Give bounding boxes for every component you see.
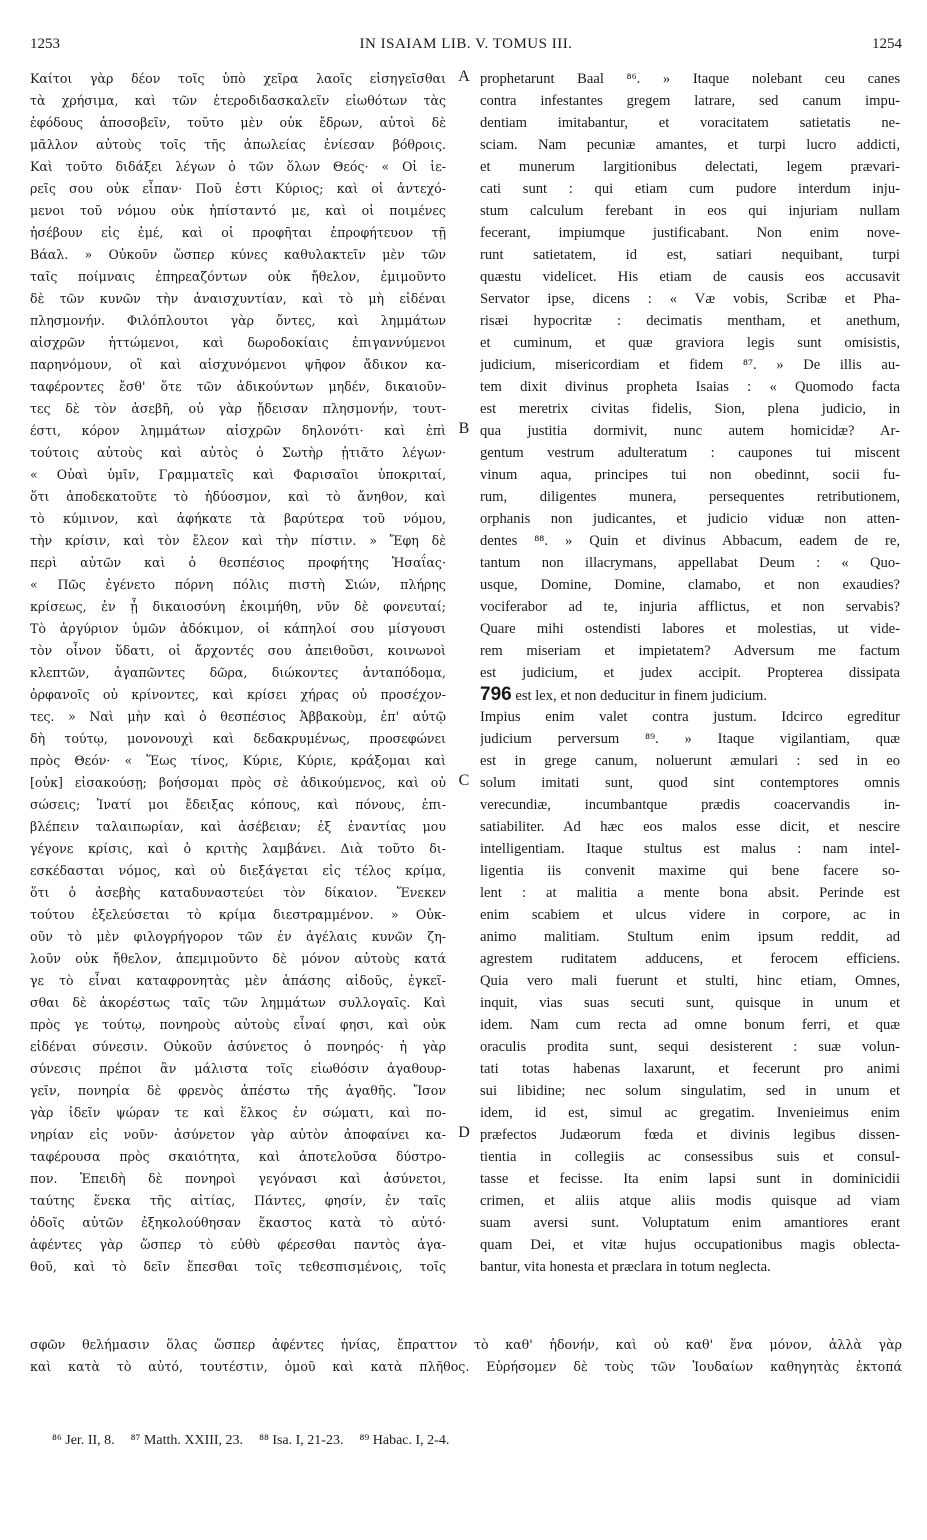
greek-line: Καὶ τοῦτο διδάξει λέγων ὁ τῶν ὅλων Θεός· « Οἱ ἱε-: [30, 159, 446, 174]
greek-line: πλησμονήν. Φιλόπλουτοι γὰρ ὄντες, καὶ λημμάτων: [30, 313, 446, 328]
latin-line: tasse et fecisse. Ita enim lapsi sunt in dominicidii: [480, 1171, 900, 1187]
greek-line: εσκέδασται νόμος, καὶ οὐ διεξάγεται εἰς τέλος κρίμα,: [30, 863, 446, 878]
latin-line: tientia in collegiis ac consessibus suis et consul-: [480, 1149, 900, 1165]
greek-line: τὴν κρίσιν, καὶ τὸν ἔλεον καὶ τὴν πίστιν. » Ἔφη δὲ: [30, 533, 446, 548]
latin-line: quæstu videlicet. His etiam de causis eos accusavit: [480, 269, 900, 285]
greek-line: ρεῖς σου οὐκ εἶπαν· Ποῦ ἐστι Κύριος; καὶ οἱ ἀντεχό-: [30, 181, 446, 196]
latin-line: vociferabor ad te, injuria afflictus, et non servabis?: [480, 599, 900, 615]
latin-line: quam Dei, et vitæ hujus occupationibus magis oblecta-: [480, 1237, 900, 1253]
latin-line: agrestem ruditatem adducens, et ferocem efficiens.: [480, 951, 900, 967]
section-marker-c: C: [458, 772, 470, 789]
latin-column: [480, 68, 900, 1278]
latin-line: intelligentiam. Itaque stultus est malus : nam intel-: [480, 841, 900, 857]
greek-line: μᾶλλον αὐτοὺς τοῖς τῆς ἀπωλείας ἐνίεσαν βόθροις.: [30, 137, 446, 152]
greek-line: σώσεις; Ἱνατί μοι ἔδειξας κόπους, καὶ πόνους, ἐπι-: [30, 797, 446, 812]
latin-line: solum imitati sunt, quod sint contemptores omnis: [480, 775, 900, 791]
greek-line: σθαι δὲ ἀκορέστως ταῖς τῶν λημμάτων συλλογαῖς. Καὶ: [30, 995, 446, 1010]
greek-line: Καίτοι γὰρ δέον τοῖς ὑπὸ χεῖρα λαοῖς εἰσηγεῖσθαι: [30, 71, 446, 86]
column-number: 796: [480, 684, 512, 705]
greek-line: γέγονε κρίσις, καὶ ὁ κριτὴς λαμβάνει. Διὰ τοῦτο δι-: [30, 841, 446, 856]
greek-line: ταφέρουσα πρὸς σκαιότητα, καὶ ἀποτελοῦσα δύστρο-: [30, 1149, 446, 1164]
greek-line: ταύτης ἕνεκα τῆς αἰτίας, Πάντες, φησίν, ἐν ταῖς: [30, 1193, 446, 1208]
greek-line: πρὸς γε τούτῳ, πονηροὺς αὐτοὺς εἶναί φησι, καὶ οὐκ: [30, 1017, 446, 1032]
latin-line: fecerant, impiumque justificabant. Non enim nove-: [480, 225, 900, 241]
latin-line: tati totas habenas laxarunt, et fecerunt pro animi: [480, 1061, 900, 1077]
section-marker-b: B: [458, 420, 470, 437]
greek-line: παρηνόμουν, οἳ καὶ αἰσχυνόμενοι ψῆφον ἄδικον κα-: [30, 357, 446, 372]
running-title: IN ISAIAM LIB. V. TOMUS III.: [359, 36, 573, 52]
greek-line: δὴ τούτῳ, μονονουχὶ καὶ δεδακρυμένως, προσεφώνει: [30, 731, 446, 746]
latin-line: qua justitia dormivit, nunc autem homicidæ? Ar-: [480, 423, 900, 439]
latin-line: gentum vestrum adulteratum : caupones tui miscent: [480, 445, 900, 461]
greek-line: γε τὸ εἶναι καταφρονητὰς μὲν ἁπάσης αἰδοῦς, ἐγκεῖ-: [30, 973, 446, 988]
greek-line: οῦν τὸ μὲν φιλογρήγορον τῶν ἐν ἀγέλαις κυνῶν ζη-: [30, 929, 446, 944]
latin-line: dentes ⁸⁸. » Quin et divinus Abbacum, eadem de re,: [480, 533, 900, 549]
latin-line: dentiam imitabantur, et voracitatem satietatis ne-: [480, 115, 900, 131]
latin-line: animo malitiam. Stultum enim ipsum reddit, ad: [480, 929, 900, 945]
greek-line: γὰρ ἰδεῖν ψώραν τε καὶ ἕλκος ἐν σώματι, καὶ πο-: [30, 1105, 446, 1120]
greek-line: περὶ αὐτῶν καὶ ὁ θεσπέσιος προφήτης Ἡσαΐας·: [30, 555, 446, 570]
greek-line: τούτου ἐξελεύσεται τὸ κρίμα διεστραμμένον. » Οὐκ-: [30, 907, 446, 922]
greek-line: σύνεσις πρέποι ἂν μάλιστα τοῖς εἰωθόσιν ἀγαθουρ-: [30, 1061, 446, 1076]
latin-line: usque, Domine, Domine, clamabo, et non exaudies?: [480, 577, 900, 593]
greek-line: [οὐκ] εἰσακούσῃ; βοήσομαι πρὸς σὲ ἀδικούμενος, καὶ οὐ: [30, 775, 446, 790]
latin-line: sciam. Nam pecuniæ amantes, et turpi lucro addicti,: [480, 137, 900, 153]
latin-line: [480, 684, 900, 706]
latin-line: ligentia iis convenit maxime qui bene facere so-: [480, 863, 900, 879]
greek-line: « Πῶς ἐγένετο πόρνη πόλις πιστὴ Σιών, πλήρης: [30, 577, 446, 592]
latin-line: runt satietatem, id est, satiari nequibant, turpi: [480, 247, 900, 263]
latin-line: oraculis prodita sunt, sequi desisterent : suæ volun-: [480, 1039, 900, 1055]
latin-line: vinum aqua, principes tui non obedinnt, socii fu-: [480, 467, 900, 483]
greek-line: Βάαλ. » Οὐκοῦν ὥσπερ κύνες καθυλακτεῖν μὲν τῶν: [30, 247, 446, 262]
greek-line: ὁδοῖς αὐτῶν ἐξηκολούθησαν ἕκαστος κατὰ τὸ αὐτό·: [30, 1215, 446, 1230]
latin-line: Servator ipse, dicens : « Væ vobis, Scribæ et Pha-: [480, 291, 900, 307]
latin-line: cati sunt : qui etiam cum pudore interdum inju-: [480, 181, 900, 197]
latin-line: enim scabiem et ulcus videre in corpore, ac in: [480, 907, 900, 923]
latin-line: bantur, vita honesta et præclara in totum neglecta.: [480, 1259, 771, 1275]
latin-line: crimen, et aliis atque aliis modis quisque ad viam: [480, 1193, 900, 1209]
latin-line: rum, diligentes munera, persequentes retributionem,: [480, 489, 900, 505]
greek-line: τες δὲ τὸν ἀσεβῆ, οὐ γὰρ ᾔδεισαν πλησμονήν, τουτ-: [30, 401, 446, 416]
greek-line: λοῦν οὐκ ἤθελον, ἀπεμιμοῦντο δὲ μόνον αὐτοὺς κατά: [30, 951, 446, 966]
full-width-text: [30, 1334, 902, 1378]
page-number-right: 1254: [872, 36, 902, 52]
latin-line: stum calculum ferebant in eos qui injuriam nullam: [480, 203, 900, 219]
greek-line: τὰ χρήσιμα, καὶ τῶν ἑτεροδιδασκαλεῖν εἰωθότων τὰς: [30, 93, 446, 108]
greek-line: ταῖς ποίμναις ἐπηρεαζόντων οὐκ ἤθελον, ἐμιμοῦντο: [30, 269, 446, 284]
latin-line: satiabiliter. Ad hæc eos malos esse dicit, et nescire: [480, 819, 900, 835]
greek-line: ταφέροντες ἔσθ' ὅτε τῶν ἀδικούντων μηδέν, δικαιοῦν-: [30, 379, 446, 394]
running-head: [30, 36, 902, 56]
greek-line: πρὸς Θεόν· « Ἕως τίνος, Κύριε, Κύριε, κράξομαι καὶ: [30, 753, 446, 768]
greek-line: ὅτι ὁ ἀσεβὴς καταδυναστεύει τὸν δίκαιον. Ἕνεκεν: [30, 885, 446, 900]
latin-line: Impius enim valet contra justum. Idcirco egreditur: [480, 709, 900, 725]
greek-line: τες. » Ναὶ μὴν καὶ ὁ θεσπέσιος Ἀββακοὺμ, ἐπ' αὐτῷ: [30, 709, 446, 724]
greek-line: ὅτι ἀποδεκατοῦτε τὸ ἡδύοσμον, καὶ τὸ ἄνηθον, καὶ: [30, 489, 446, 504]
greek-line: ἠσέβουν εἰς ἐμέ, καὶ οἱ προφῆται ἐπροφήτευον τῇ: [30, 225, 446, 240]
greek-line: θοῦ, καὶ τὸ δεῖν ἕπεσθαι τοῖς τεθεσπισμένοις, τοῖς: [30, 1259, 446, 1274]
latin-line: orphanis non judicantes, et judicio viduæ non atten-: [480, 511, 900, 527]
latin-line: lent : at malitia a mente bona absit. Perinde est: [480, 885, 900, 901]
greek-line: ἐφόδους ἀποσοβεῖν, τοῦτο μὲν οὐκ ἔδρων, αὐτοὶ δὲ: [30, 115, 446, 130]
greek-line: βλέπειν ταλαιπωρίαν, καὶ ἀσέβειαν; ἐξ ἐναντίας μου: [30, 819, 446, 834]
latin-line: tem dixit divinus propheta Isaias : « Quomodo facta: [480, 379, 900, 395]
latin-line: judicium perversum ⁸⁹. » Itaque vigilantiam, quæ: [480, 731, 900, 747]
section-marker-d: D: [458, 1124, 470, 1141]
greek-line: πον. Ἐπειδὴ δὲ πονηροὶ γεγόνασι καὶ ἀσύνετοι,: [30, 1171, 446, 1186]
greek-line: μενοι τοῦ νόμου οὐκ ἠπίσταντό με, καὶ οἱ ποιμένες: [30, 203, 446, 218]
page-number-left: 1253: [30, 36, 60, 52]
latin-line: præfectos Judæorum fœda et divinis legibus dissen-: [480, 1127, 900, 1143]
section-marker-a: A: [458, 68, 470, 85]
greek-line: ἀφέντες γὰρ ὥσπερ τὸ εὐθὺ φέρεσθαι παντὸς ἀγα-: [30, 1237, 446, 1252]
footnote: ⁸⁹ Habac. I, 2-4.: [359, 1433, 450, 1448]
greek-line: τὸ κύμινον, καὶ ἀφήκατε τὰ βαρύτερα τοῦ νόμου,: [30, 511, 446, 526]
greek-line: ὀρφανοῖς οὐ κρίνοντες, καὶ κρίσει χήρας οὐ προσέχον-: [30, 687, 446, 702]
latin-line: est meretrix civitas fidelis, Sion, plena judicio, in: [480, 401, 900, 417]
greek-line: νηρίαν εἰς νοῦν· ἀσύνετον γὰρ αὐτὸν ἀποφαίνει κα-: [30, 1127, 446, 1142]
greek-line: εἰδέναι σύνεσιν. Οὐκοῦν ἀσύνετος ὁ πονηρός· ἡ γὰρ: [30, 1039, 446, 1054]
latin-line-text: est lex, et non deducitur in finem judicium.: [515, 688, 768, 704]
latin-line: idem, id est, simul ac gregatim. Invenieimus enim: [480, 1105, 900, 1121]
greek-line: έστι, κόρον λημμάτων αἰσχρῶν δηλονότι· καὶ ἐπὶ: [30, 423, 446, 438]
greek-line: κρίσεως, ἐν ᾗ δικαιοσύνη ἐκοιμήθη, νῦν δὲ φονευταί;: [30, 599, 446, 614]
full-width-line: καὶ κατὰ τὸ αὐτό, τουτέστιν, ὁμοῦ καὶ κατὰ πλῆθος. Εὑρήσομεν δὲ τοὺς τῶν Ἰουδαίων καθηγητὰς ἐκτοπά: [30, 1359, 902, 1374]
latin-line: Quia vero mali fuerunt et stulti, hinc etiam, Omnes,: [480, 973, 900, 989]
latin-line: tantum non illacrymans, appellabat Deum : « Quo-: [480, 555, 900, 571]
greek-line: Τὸ ἀργύριον ὑμῶν ἀδόκιμον, οἱ κάπηλοί σου μίσγουσι: [30, 621, 446, 636]
latin-line: risæi hypocritæ : decimatis mentham, et anethum,: [480, 313, 900, 329]
latin-line: rem miseriam et impietatem? Adversum me factum: [480, 643, 900, 659]
footnote: ⁸⁷ Matth. XXIII, 23.: [130, 1433, 244, 1448]
greek-line: κλεπτῶν, ἀγαπῶντες δῶρα, διώκοντες ἀνταπόδομα,: [30, 665, 446, 680]
latin-line: contra infestantes gregem latrare, sed canum impu-: [480, 93, 900, 109]
greek-column: [30, 68, 446, 1278]
latin-line: judicium, misericordiam et fidem ⁸⁷. » De illis au-: [480, 357, 900, 373]
greek-line: δὲ τῶν κυνῶν τὴν ἀναισχυντίαν, καὶ τὸ μὴ εἰδέναι: [30, 291, 446, 306]
footnote: ⁸⁶ Jer. II, 8.: [52, 1433, 115, 1448]
latin-line: est in grege canum, noluerunt æmulari : sed in eo: [480, 753, 900, 769]
latin-line: verecundiæ, incumbantque prædis coacervandis in-: [480, 797, 900, 813]
latin-line: et munerum largitionibus delectati, legem prævari-: [480, 159, 900, 175]
latin-line: et cuminum, et quæ graviora legis sunt omisistis,: [480, 335, 900, 351]
latin-line: suam aversi sunt. Voluptatum enim amantiores erant: [480, 1215, 900, 1231]
greek-line: αἰσχρῶν ἡττώμενοι, καὶ δωροδοκίαις ἐπιγαννύμενοι: [30, 335, 446, 350]
greek-line: « Οὐαὶ ὑμῖν, Γραμματεῖς καὶ Φαρισαῖοι ὑποκριταί,: [30, 467, 446, 482]
footnote: ⁸⁸ Isa. I, 21-23.: [259, 1433, 344, 1448]
latin-line: Quare mihi ostendisti labores et molestias, ut vide-: [480, 621, 900, 637]
latin-line: idem. Nam cum recta ad omne bonum ferri, et quæ: [480, 1017, 900, 1033]
latin-line: inquit, vias suas secuti sunt, quisque in unum et: [480, 995, 900, 1011]
full-width-line: σφῶν θελήμασιν ὅλας ὥσπερ ἀφέντες ἡνίας, ἔπραττον τὸ καθ' ἡδονήν, καὶ οὐ καθ' ἕνα μόνον, ἀλλὰ γὰρ: [30, 1337, 902, 1352]
latin-line: prophetarunt Baal ⁸⁶. » Itaque nolebant ceu canes: [480, 71, 900, 87]
greek-line: τούτοις αὐτοὺς καὶ αὐτὸς ὁ Σωτὴρ ᾐτιᾶτο λέγων·: [30, 445, 446, 460]
greek-line: τὸν οἶνον ὕδατι, οἱ ἄρχοντές σου ἀπειθοῦσι, κοινωνοὶ: [30, 643, 446, 658]
latin-line: est judicium, et judex accipit. Propterea dissipata: [480, 665, 900, 681]
latin-line: sui libidine; nec solum singulatim, sed in unum et: [480, 1083, 900, 1099]
footnotes: [52, 1433, 465, 1449]
greek-line: γεῖν, πονηρία δὲ φρενὸς ἀπέστω τῆς ἀγαθῆς. Ἴσον: [30, 1083, 446, 1098]
